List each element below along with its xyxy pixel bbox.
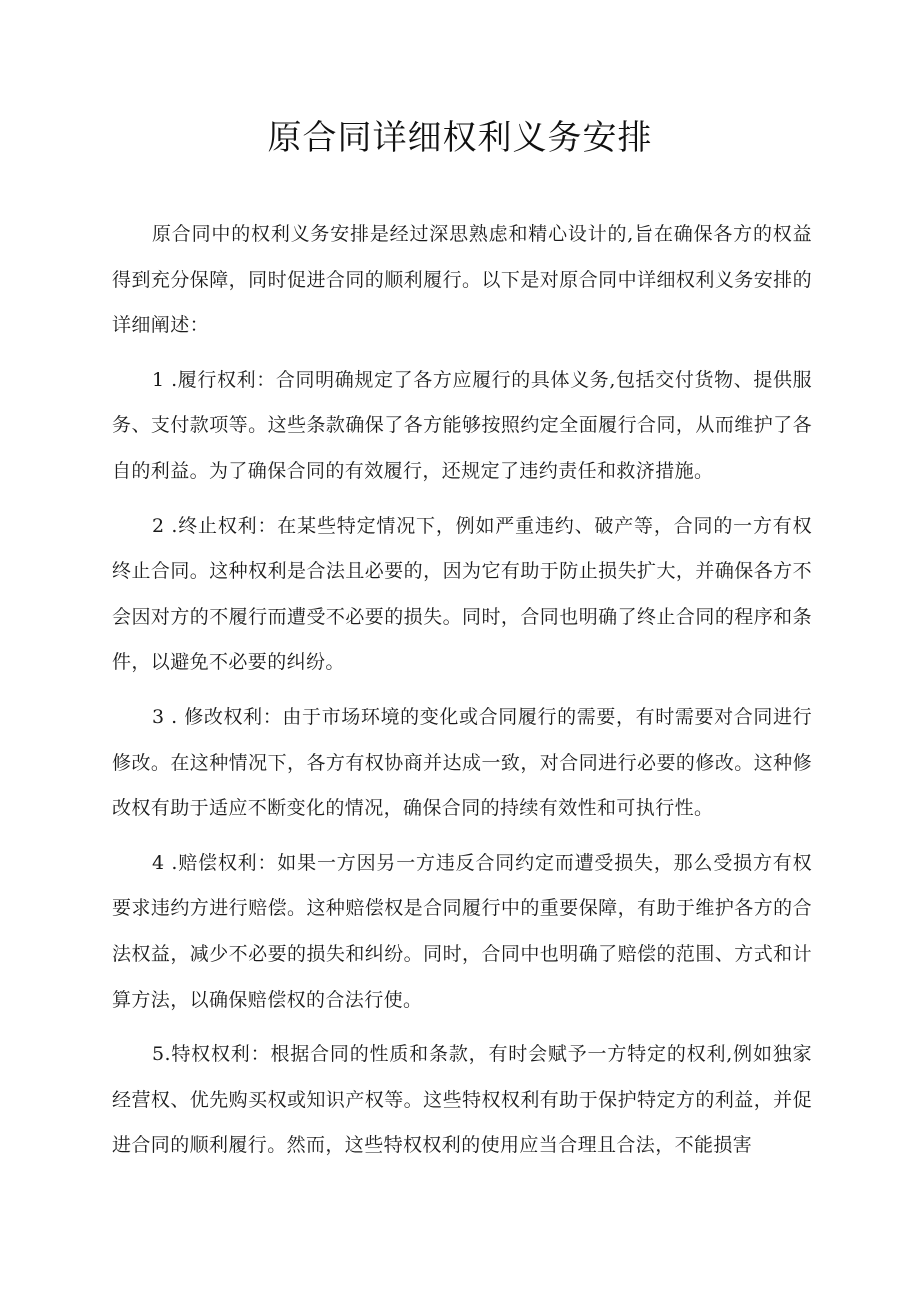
document-body (112, 212, 812, 1178)
paragraph-termination-rights: 2 .终止权利：在某些特定情况下，例如严重违约、破产等，合同的一方有权终止合同。这种权利是合法且必要的，因为它有助于防止损失扩大，并确保各方不会因对方的不履行而遭受不必要的损失。同时，合同也明确了终止合同的程序和条件，以避免不必要的纠纷。 (112, 514, 812, 674)
paragraph-performance-rights: 1 .履行权利：合同明确规定了各方应履行的具体义务,包括交付货物、提供服务、支付款项等。这些条款确保了各方能够按照约定全面履行合同，从而维护了各自的利益。为了确保合同的有效履行，还规定了违约责任和救济措施。 (112, 368, 812, 482)
paragraph-privilege-rights: 5.特权权利：根据合同的性质和条款，有时会赋予一方特定的权利,例如独家经营权、优先购买权或知识产权等。这些特权权利有助于保护特定方的利益，并促进合同的顺利履行。然而，这些特权权利的使用应当合理且合法，不能损害 (112, 1043, 812, 1157)
intro-paragraph: 原合同中的权利义务安排是经过深思熟虑和精心设计的,旨在确保各方的权益得到充分保障，同时促进合同的顺利履行。以下是对原合同中详细权利义务安排的详细阐述： (112, 223, 812, 337)
document-title: 原合同详细权利义务安排 (267, 118, 653, 158)
paragraph-modification-rights: 3 . 修改权利：由于市场环境的变化或合同履行的需要，有时需要对合同进行修改。在这种情况下，各方有权协商并达成一致，对合同进行必要的修改。这种修改权有助于适应不断变化的情况，确保合同的持续有效性和可执行性。 (112, 705, 812, 820)
paragraph-compensation-rights: 4 .赔偿权利：如果一方因另一方违反合同约定而遭受损失，那么受损方有权要求违约方进行赔偿。这种赔偿权是合同履行中的重要保障，有助于维护各方的合法权益，减少不必要的损失和纠纷。同时，合同中也明确了赔偿的范围、方式和计算方法，以确保赔偿权的合法行使。 (112, 851, 812, 1011)
